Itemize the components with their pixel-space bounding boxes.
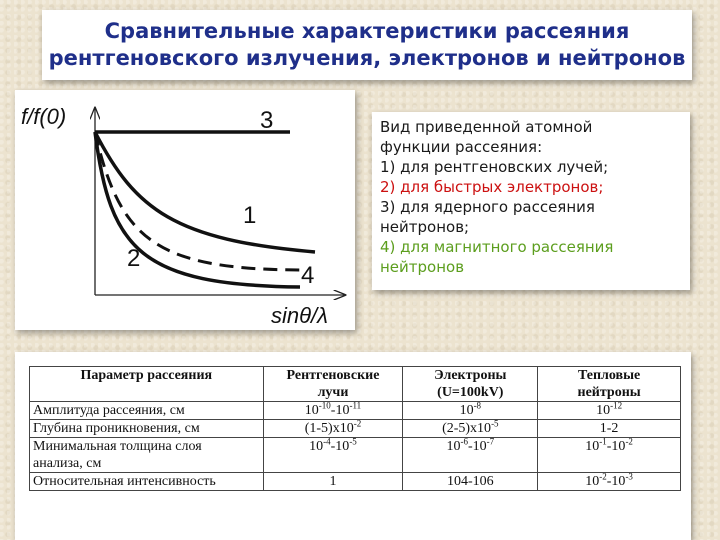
graph-svg	[15, 90, 355, 330]
header-param	[30, 367, 264, 402]
desc-line-7: 4) для магнитного рассеяния	[380, 238, 614, 256]
header-xray-line1: Рентгеновские	[286, 368, 380, 383]
curve-2	[95, 132, 300, 287]
cell-param-line1: Минимальная толщина слоя	[33, 439, 202, 454]
cell-electrons: 104-106	[403, 473, 538, 491]
cell-param: Относительная интенсивность	[30, 473, 264, 491]
comparison-table	[29, 366, 681, 491]
cell-neutrons: $10^{-1}-10^{-2}$	[538, 438, 681, 473]
cell-xray: $10^{-4}-10^{-5}$	[263, 438, 403, 473]
description-box	[372, 112, 690, 290]
desc-line-1: Вид приведенной атомной	[380, 118, 593, 136]
cell-electrons: $10^{-6}-10^{-7}$	[403, 438, 538, 473]
cell-param-line2: анализа, см	[33, 456, 102, 471]
curve-label-1: 1	[243, 202, 257, 229]
desc-line-8: нейтронов	[380, 258, 465, 276]
curve-1	[95, 132, 315, 252]
curve-label-2: 2	[127, 245, 141, 272]
cell-param: Амплитуда рассеяния, см	[30, 402, 264, 420]
table-header-row	[30, 367, 681, 402]
desc-line-4: 2) для быстрых электронов;	[380, 178, 604, 196]
cell-param: Глубина проникновения, см	[30, 420, 264, 438]
cell-neutrons: $10^{-12}$	[538, 402, 681, 420]
title-line-1: Сравнительные характеристики рассеяния	[104, 19, 630, 43]
table-row	[30, 473, 681, 491]
desc-line-5: 3) для ядерного рассеяния	[380, 198, 595, 216]
title-box	[42, 10, 692, 80]
header-param-text: Параметр рассеяния	[80, 368, 213, 383]
header-neutrons	[538, 367, 681, 402]
cell-xray: 1	[263, 473, 403, 491]
cell-neutrons: 1-2	[538, 420, 681, 438]
header-electrons	[403, 367, 538, 402]
curve-label-3: 3	[260, 107, 274, 134]
desc-line-3: 1) для рентгеновских лучей;	[380, 158, 609, 176]
cell-xray: $10^{-10}-10^{-11}$	[263, 402, 403, 420]
scattering-graph	[15, 90, 355, 330]
title-line-2: рентгеновского излучения, электронов и нейтронов	[48, 46, 686, 70]
desc-line-6: нейтронов;	[380, 218, 470, 236]
header-electrons-line1: Электроны	[434, 368, 507, 383]
cell-param	[30, 438, 264, 473]
desc-line-2: функции рассеяния:	[380, 138, 543, 156]
curve-label-4: 4	[301, 262, 315, 289]
cell-neutrons: $10^{-2}-10^{-3}$	[538, 473, 681, 491]
cell-electrons: $10^{-8}$	[403, 402, 538, 420]
comparison-table-box	[15, 352, 691, 540]
header-neutrons-line1: Тепловые	[577, 368, 641, 383]
x-axis-label: sinθ/λ	[271, 303, 328, 328]
header-electrons-line2: (U=100kV)	[437, 385, 504, 400]
y-axis-label: f/f(0)	[21, 104, 67, 129]
cell-electrons: $(2-5)x10^{-5}$	[403, 420, 538, 438]
header-neutrons-line2: нейтроны	[577, 385, 641, 400]
cell-xray: $(1-5)x10^{-2}$	[263, 420, 403, 438]
header-xray-line2: лучи	[317, 385, 349, 400]
header-xray	[263, 367, 403, 402]
table-row	[30, 438, 681, 473]
table-row	[30, 420, 681, 438]
table-row	[30, 402, 681, 420]
